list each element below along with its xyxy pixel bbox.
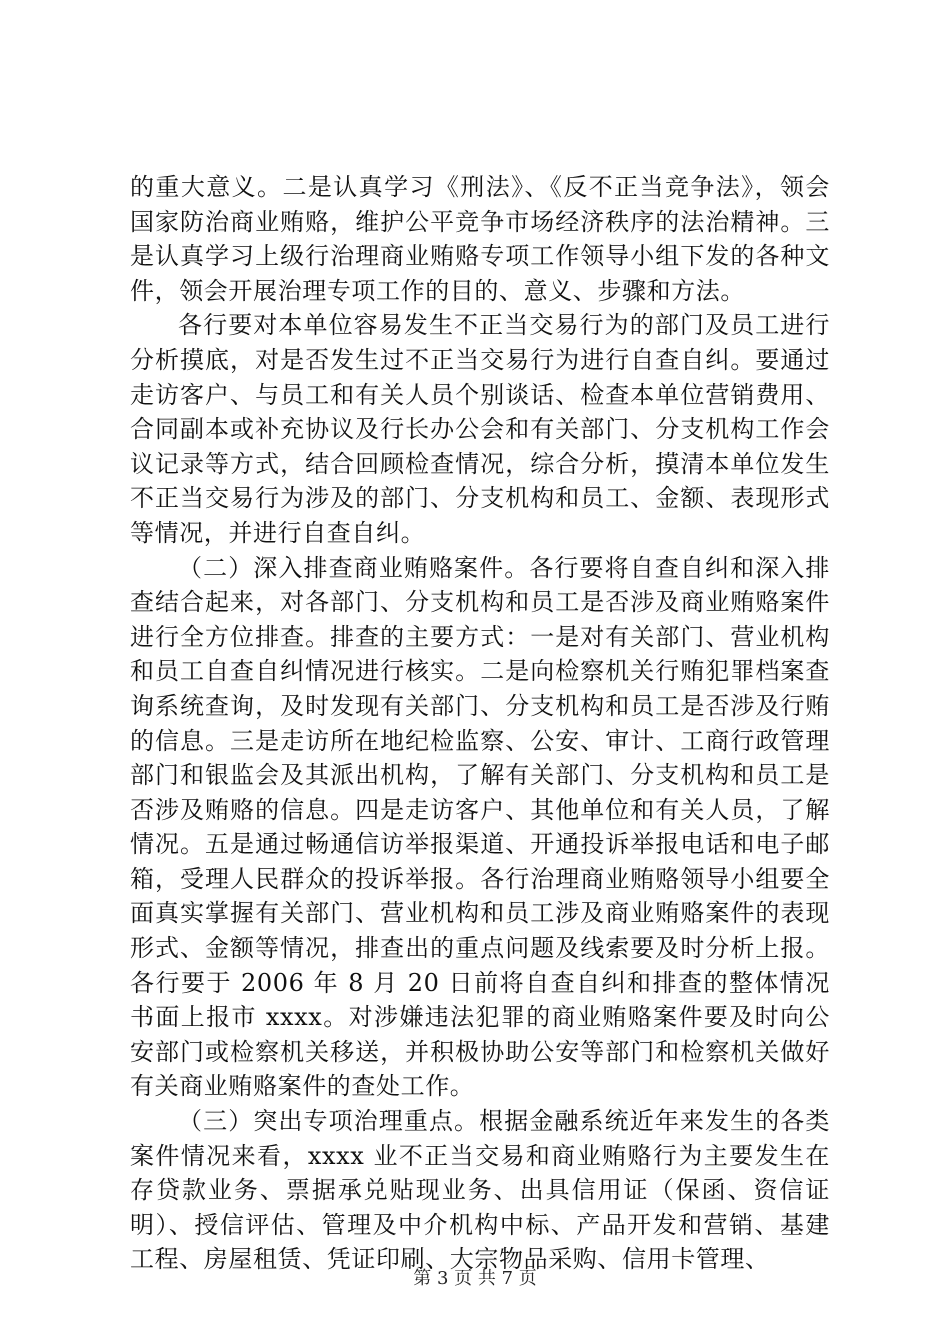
paragraph-4: （三）突出专项治理重点。根据金融系统近年来发生的各类案件情况来看，xxxx 业不正当交易和商业贿赂行为主要发生在存贷款业务、票据承兑贴现业务、出具信用证（保函、资信证明）、授信评估、管理及中介机构中标、产品开发和营销、基建工程、房屋租赁、凭证印刷、大宗物品采购、信用卡管理、 <box>130 1107 830 1274</box>
paragraph-1: 的重大意义。二是认真学习《刑法》、《反不正当竞争法》，领会国家防治商业贿赂，维护公平竞争市场经济秩序的法治精神。三是认真学习上级行治理商业贿赂专项工作领导小组下发的各种文件，领会开展治理专项工作的目的、意义、步骤和方法。 <box>130 173 830 305</box>
paragraph-2: 各行要对本单位容易发生不正当交易行为的部门及员工进行分析摸底，对是否发生过不正当交易行为进行自查自纠。要通过走访客户、与员工和有关人员个别谈话、检查本单位营销费用、合同副本或补充协议及行长办公会和有关部门、分支机构工作会议记录等方式，结合回顾检查情况，综合分析，摸清本单位发生不正当交易行为涉及的部门、分支机构和员工、金额、表现形式等情况，并进行自查自纠。 <box>130 311 830 547</box>
paragraph-3: （二）深入排查商业贿赂案件。各行要将自查自纠和深入排查结合起来，对各部门、分支机构和员工是否涉及商业贿赂案件进行全方位排查。排查的主要方式：一是对有关部门、营业机构和员工自查自纠情况进行核实。二是向检察机关行贿犯罪档案查询系统查询，及时发现有关部门、分支机构和员工是否涉及行贿的信息。三是走访所在地纪检监察、公安、审计、工商行政管理部门和银监会及其派出机构，了解有关部门、分支机构和员工是否涉及贿赂的信息。四是走访客户、其他单位和有关人员，了解情况。五是通过畅通信访举报渠道、开通投诉举报电话和电子邮箱，受理人民群众的投诉举报。各行治理商业贿赂领导小组要全面真实掌握有关部门、营业机构和员工涉及商业贿赂案件的表现形式、金额等情况，排查出的重点问题及线索要及时分析上报。各行要于 2006 年 8 月 20 日前将自查自纠和排查的整体情况书面上报市 xxxx。对涉嫌违法犯罪的商业贿赂案件要及时向公安部门或检察机关移送，并积极协助公安等部门和检察机关做好有关商业贿赂案件的查处工作。 <box>130 553 830 1101</box>
page-number-footer: 第 3 页 共 7 页 <box>413 1268 537 1289</box>
document-body <box>130 170 830 1277</box>
